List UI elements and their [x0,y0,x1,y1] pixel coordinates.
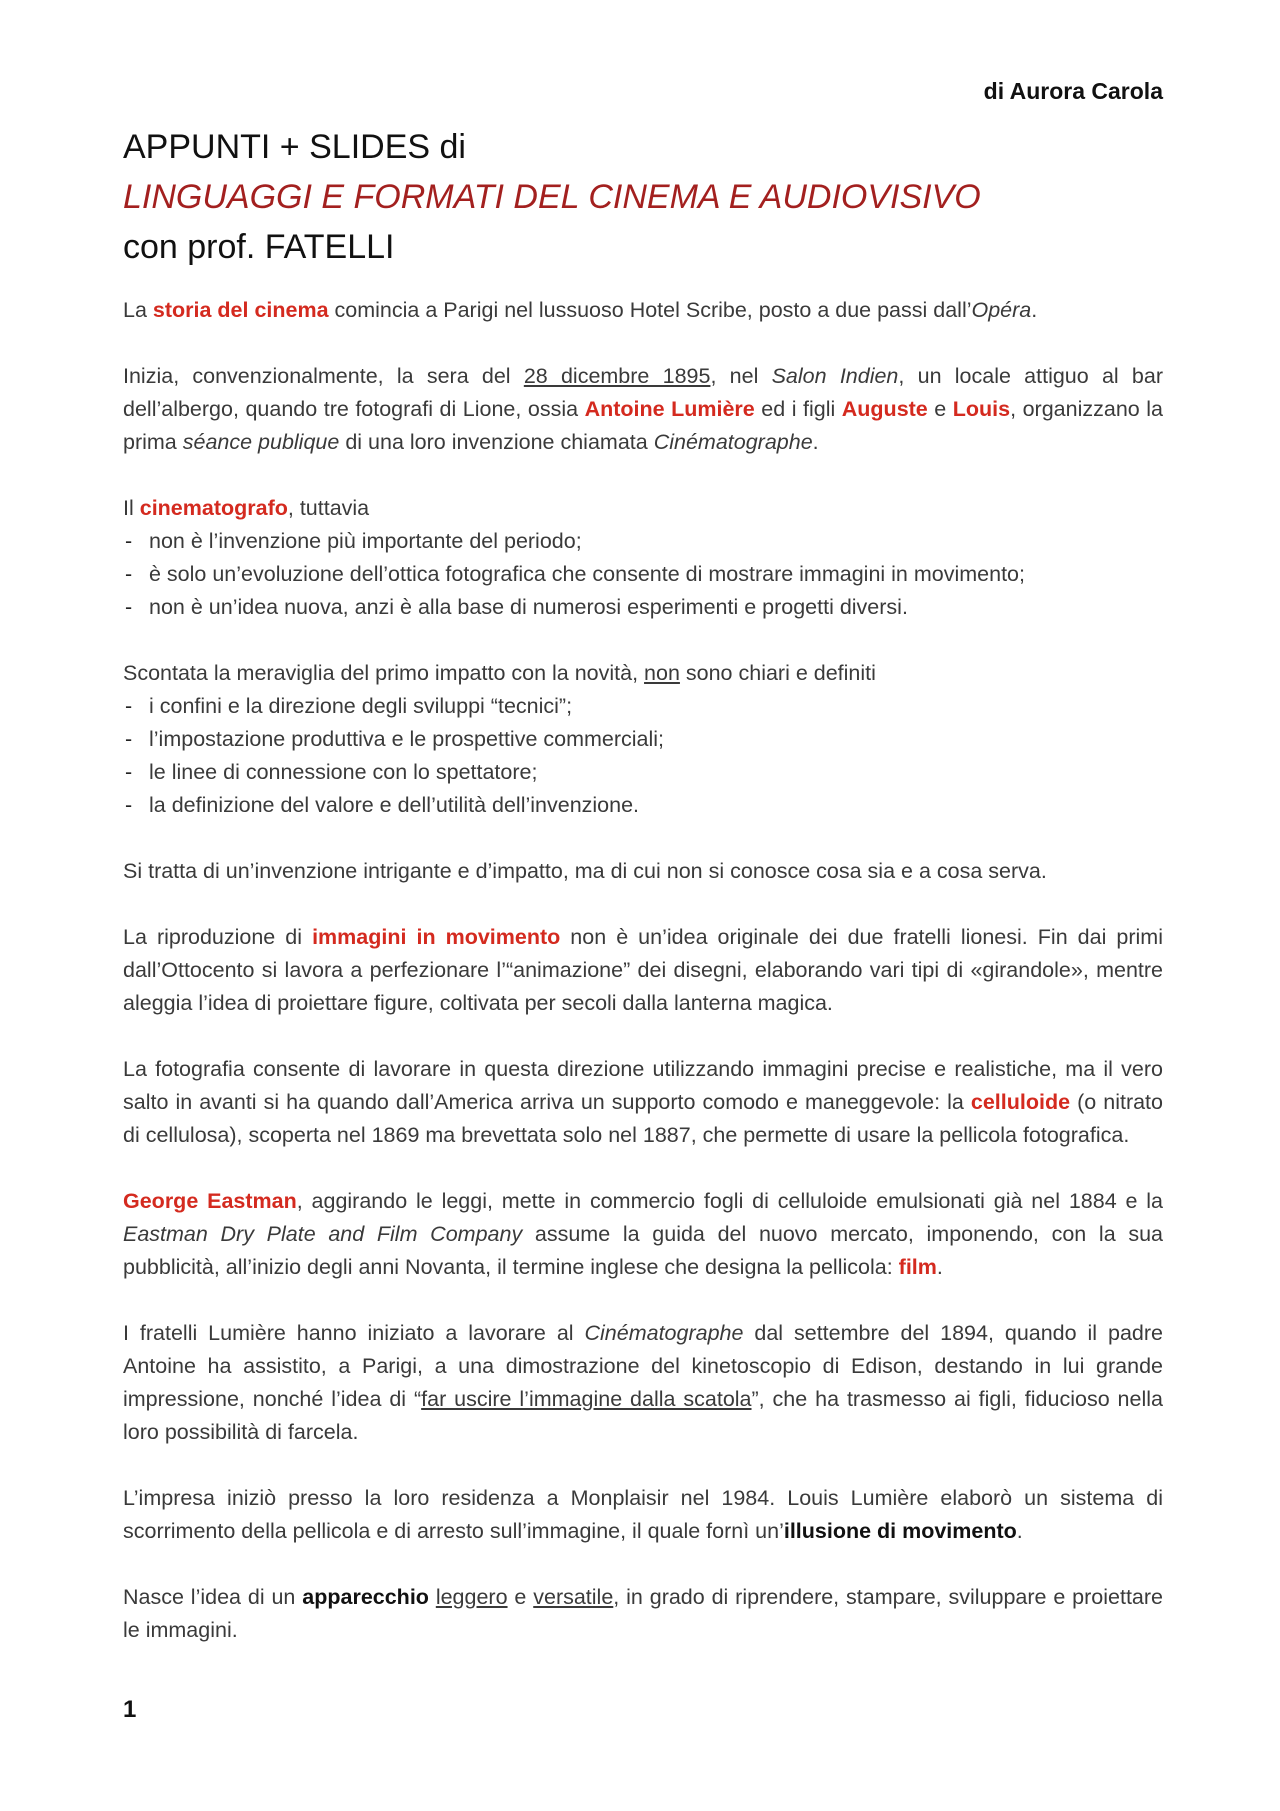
highlight-term: Antoine Lumière [584,397,755,421]
list-item: - la definizione del valore e dell’utilità dell’invenzione. [123,789,1163,822]
paragraph-monplaisir: L’impresa iniziò presso la loro residenza a Monplaisir nel 1984. Louis Lumière elaborò un sistema di scorrimento della pellicola e di arresto sull’immagine, il quale fornì un’illusione di movimento. [123,1486,1163,1543]
uncertainties-list [123,690,1163,822]
author-line: di Aurora Carola [983,78,1163,104]
highlight-term: Auguste [841,397,928,421]
list-item: - non è un’idea nuova, anzi è alla base di numerosi esperimenti e progetti diversi. [123,591,1163,624]
paragraph-cinematografo: Il cinematografo, tuttavia [123,496,370,520]
paragraph-celluloid: La fotografia consente di lavorare in questa direzione utilizzando immagini precise e realistiche, ma il vero salto in avanti si ha quando dall’America arriva un supporto comodo e maneggevole: la celluloide (o nitrato di cellulosa), scoperta nel 1869 ma brevettata solo nel 1887, che permette di usare la pellicola fotografica. [123,1057,1163,1147]
highlight-term: storia del cinema [152,298,329,322]
professor-line: con prof. FATELLI [123,228,395,266]
course-title: LINGUAGGI E FORMATI DEL CINEMA E AUDIOVISIVO [123,178,981,216]
highlight-term: Louis [952,397,1011,421]
cinematografo-list [123,525,1163,624]
paragraph-intro: La storia del cinema comincia a Parigi nel lussuoso Hotel Scribe, posto a due passi dall’Opéra. [123,298,1038,322]
list-item: - l’impostazione produttiva e le prospettive commerciali; [123,723,1163,756]
paragraph-uncertainties: Scontata la meraviglia del primo impatto con la novità, non sono chiari e definiti [123,661,876,685]
list-item: - i confini e la direzione degli sviluppi “tecnici”; [123,690,1163,723]
paragraph-intriguing: Si tratta di un’invenzione intrigante e d’impatto, ma di cui non si conosce cosa sia e a cosa serva. [123,859,1047,883]
highlight-term: celluloide [970,1090,1071,1114]
highlight-term: George Eastman [123,1189,297,1213]
paragraph-moving-images: La riproduzione di immagini in movimento non è un’idea originale dei due fratelli lionesi. Fin dai primi dall’Ottocento si lavora a perfezionare l’“animazione” dei disegni, elaborando vari tipi di «girandole», mentre aleggia l’idea di proiettare figure, coltivata per secoli dalla lanterna magica. [123,925,1163,1015]
document-body [123,294,1163,1680]
paragraph-eastman: George Eastman, aggirando le leggi, mette in commercio fogli di celluloide emulsionati già nel 1884 e la Eastman Dry Plate and Film Company assume la guida del nuovo mercato, imponendo, con la sua pubblicità, all’inizio degli anni Novanta, il termine inglese che designa la pellicola: film. [123,1189,1164,1279]
highlight-term: film [898,1255,937,1279]
highlight-term: immagini in movimento [312,925,561,949]
page-number: 1 [123,1696,137,1723]
title-line-1: APPUNTI + SLIDES di [123,128,466,166]
list-item: - le linee di connessione con lo spettatore; [123,756,1163,789]
list-item: - è solo un’evoluzione dell’ottica fotografica che consente di mostrare immagini in movimento; [123,558,1163,591]
document-title [123,122,1163,272]
paragraph-apparatus: Nasce l’idea di un apparecchio leggero e versatile, in grado di riprendere, stampare, sviluppare e proiettare le immagini. [123,1585,1164,1642]
list-item: - non è l’invenzione più importante del periodo; [123,525,1163,558]
highlight-term: cinematografo [139,496,288,520]
paragraph-first-screening: Inizia, convenzionalmente, la sera del 28 dicembre 1895, nel Salon Indien, un locale attiguo al bar dell’albergo, quando tre fotografi di Lione, ossia Antoine Lumière ed i figli Auguste e Louis, organizzano la prima séance publique di una loro invenzione chiamata Cinématographe. [123,364,1163,454]
paragraph-lumiere-brothers: I fratelli Lumière hanno iniziato a lavorare al Cinématographe dal settembre del 1894, quando il padre Antoine ha assistito, a Parigi, a una dimostrazione del kinetoscopio di Edison, destando in lui grande impressione, nonché l’idea di “far uscire l’immagine dalla scatola”, che ha trasmesso ai figli, fiducioso nella loro possibilità di farcela. [123,1321,1163,1444]
